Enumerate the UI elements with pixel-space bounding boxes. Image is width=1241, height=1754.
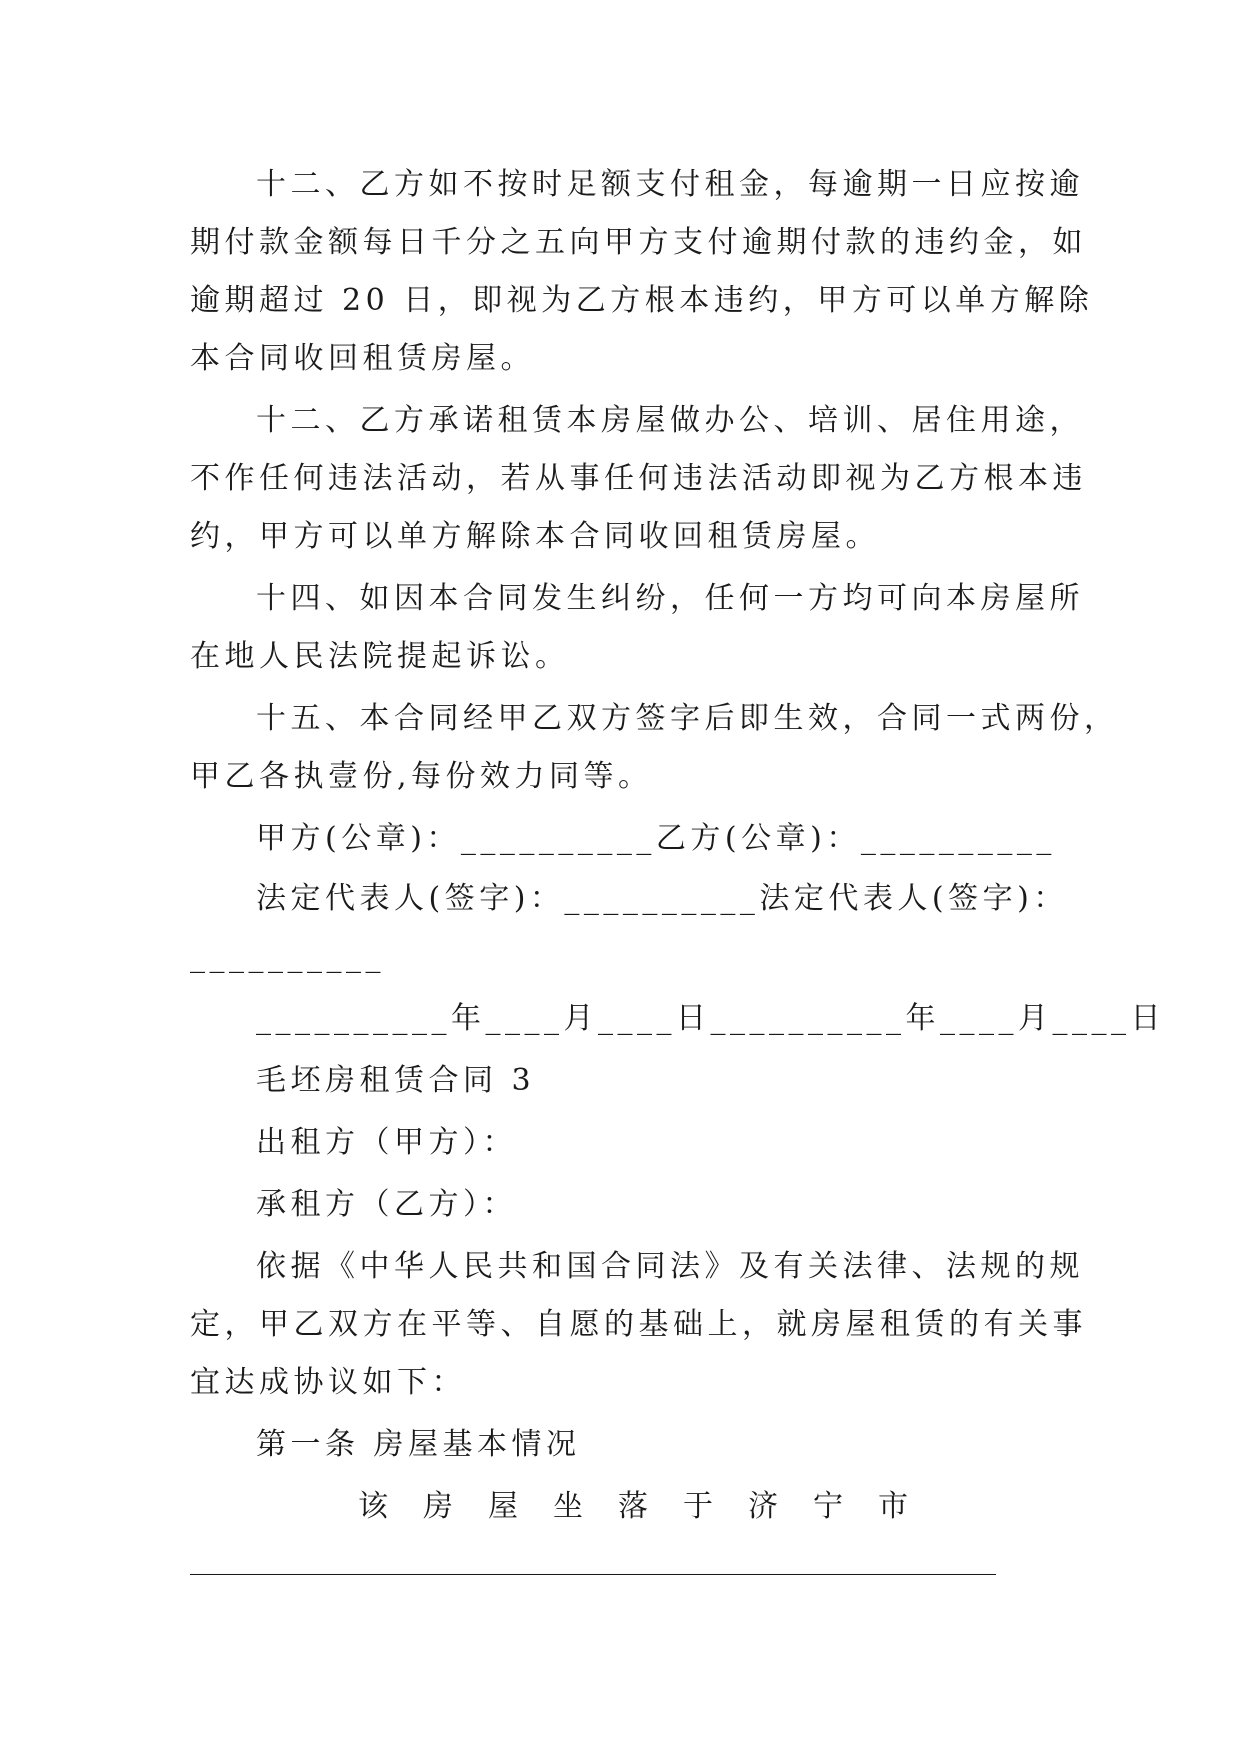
article-1-heading: 第一条 房屋基本情况: [256, 1427, 581, 1462]
clause-12-overdue-line-2: 期付款金额每日千分之五向甲方支付逾期付款的违约金，如: [190, 225, 1087, 260]
clause-12-overdue-line-3: 逾期超过 20 日，即视为乙方根本违约，甲方可以单方解除: [190, 283, 1094, 318]
intro-line-1: 依据《中华人民共和国合同法》及有关法律、法规的规: [256, 1249, 1084, 1284]
intro-line-3: 宜达成协议如下：: [190, 1365, 466, 1400]
signature-seal-line: 甲方(公章)：__________乙方(公章)：__________: [256, 821, 1056, 856]
signature-date-line: __________年____月____日__________年____月____日: [256, 1001, 1165, 1036]
lessee-line: 承租方（乙方）：: [256, 1187, 517, 1222]
clause-15-line-1: 十五、本合同经甲乙双方签字后即生效，合同一式两份，: [256, 701, 1119, 736]
clause-15-line-2: 甲乙各执壹份,每份效力同等。: [190, 759, 653, 794]
clause-14-line-2: 在地人民法院提起诉讼。: [190, 639, 570, 674]
signature-representative-line: 法定代表人(签字)：__________法定代表人(签字)：: [256, 881, 1068, 916]
contract-title: 毛坯房租赁合同 3: [256, 1063, 536, 1098]
clause-14-line-1: 十四、如因本合同发生纠纷，任何一方均可向本房屋所: [256, 581, 1084, 616]
clause-12-overdue-line-1: 十二、乙方如不按时足额支付租金，每逾期一日应按逾: [256, 167, 1084, 202]
clause-12-use-line-2: 不作任何违法活动，若从事任何违法活动即视为乙方根本违: [190, 461, 1087, 496]
clause-12-use-line-1: 十二、乙方承诺租赁本房屋做办公、培训、居住用途，: [256, 403, 1084, 438]
clause-12-overdue-line-4: 本合同收回租赁房屋。: [190, 341, 535, 376]
location-line: 该房屋坐落于济宁市: [358, 1489, 943, 1524]
signature-representative-blank: __________: [190, 939, 385, 974]
lessor-line: 出租方（甲方）：: [256, 1125, 517, 1160]
intro-line-2: 定，甲乙双方在平等、自愿的基础上，就房屋租赁的有关事: [190, 1307, 1087, 1342]
clause-12-use-line-3: 约，甲方可以单方解除本合同收回租赁房屋。: [190, 519, 880, 554]
location-blank: ______________________________________________________________: [190, 1546, 996, 1576]
